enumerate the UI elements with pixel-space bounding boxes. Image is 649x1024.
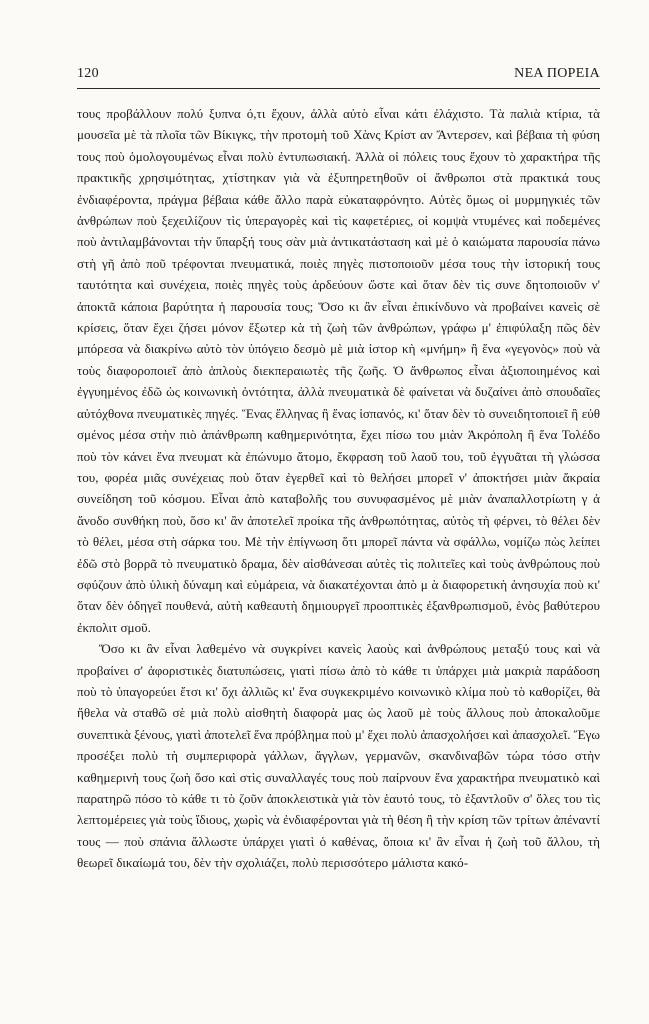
- paragraph: Ὅσο κι ἂν εἶναι λαθεμένο νὰ συγκρίνει κανεὶς λαοὺς καὶ ἀνθρώπους μεταξύ τους καὶ νὰ προβαίνει σ' ἀφοριστικὲς διατυπώσεις, γιατὶ πίσω ἀπὸ τὸ κάθε τι ὑπάρχει μιὰ μακριὰ παράδοση ποὺ τὸ ὑπαγορεύει ἔτσι κι' ὄχι ἀλλιῶς κι' ἕνα συγκεκριμένο κοινωνικὸ κλίμα ποὺ τὸ καθορίζει, θὰ ἤθελα νὰ σταθῶ σὲ μιὰ πολὺ αἰσθητὴ διαφορὰ μας ὡς λαοῦ μὲ τοὺς ἄλλους ποὺ ἀποκαλοῦμε συνεπτικὰ ξένους, γιατὶ ἀποτελεῖ ἕνα πρόβλημα ποὺ μ' ἔχει πολὺ ἀπασχολήσει καὶ ἀπασχολεῖ. Ἔγω προσέξει πολὺ τὴ συμπεριφορὰ γάλλων, ἄγγλων, γερμανῶν, σκανδιναβῶν τώρα τόσο στὴν καθημερινὴ τους ζωὴ ὅσο καὶ στὶς συναλλαγές τους ποὺ παίρνουν ἕνα χαρακτήρα πνευματικὸ καὶ παρατηρῶ πόσο τὸ κάθε τι τὸ ζοῦν ἀποκλειστικὰ γιὰ τὸν ἑαυτό τους, τὸ ἐξαντλοῦν σ' ὅλες του τὶς λεπτομέρειες γιὰ τοὺς ἴδιους, χωρὶς νὰ ἐνδιαφέρονται γιὰ τὴ θέση ἢ τὴν κρίση τῶν τρίτων ἀπέναντί τους — ποὺ σπάνια ἄλλωστε ὑπάρχει γιατὶ ὁ καθένας, ὅποια κι' ἂν εἶναι ἡ ζωὴ τοῦ ἄλλου, τὴ θεωρεῖ δικαίωμά του, δὲν τὴν σχολιάζει, πολὺ περισσότερο μάλιστα κακό-: [77, 641, 600, 871]
- body-text: [77, 103, 600, 874]
- running-head: [77, 66, 600, 82]
- header-rule: [77, 88, 600, 89]
- page-number: 120: [77, 66, 99, 81]
- paragraph: τους προβάλλουν πολύ ξυπνα ό,τι ἔχουν, ἀλλὰ αὐτὸ εἶναι κάτι ἐλάχιστο. Τὰ παλιὰ κτίρια, τὰ μουσεῖα μὲ τὰ πλοῖα τῶν Βίκιγκς, τὴν προτομὴ τοῦ Χὰνς Κρίστ αν Ἄντερσεν, καὶ βέβαια τὴ φύση τους ποὺ ὁμολογουμένως εἶναι πολὺ ἐντυπωσιακή. Ἀλλὰ οἱ πόλεις τους ἔχουν τὸ χαρακτήρα τῆς πρακτικῆς χρησιμότητας, χτίστηκαν γιὰ νὰ ἐξυπηρετηθοῦν οἱ ἄνθρωποι στὰ πρακτικά τους ἐνδιαφέροντα, πράγμα βέβαια κάθε ἄλλο παρὰ εὐκαταφρόνητο. Αὐτὲς ὅμως οἱ μυρμηγκιές τῶν ἀνθρώπων ποὺ ξεχειλίζουν τὶς ὑπεραγορὲς καὶ τὶς καφετέριες, οἱ κομψὰ ντυμένες καὶ ποδεμένες ποὺ ἀντιλαμβάνονται τὴν ὕπαρξή τους σὰν μιὰ ἀντικατάσταση καὶ μὲ ὁ καιώματα παρουσία πάνω στὴ γῆ ἀπὸ ποῦ τρέφονται πνευματικά, ποιὲς πηγὲς πιστοποιοῦν μέσα τους τὴν ἱστορική τους ταυτότητα καὶ συνέχεια, ποιὲς πηγὲς τοὺς ἀρδεύουν ὥστε καὶ ὅταν δὲν τὶς συνε δητοποιοῦν ν' ἀποκτᾶ κάποια βαρύτητα ἡ παρουσία τους; Ὅσο κι ἂν εἶναι ἐπικίνδυνο νὰ προβαίνει κανεὶς σὲ κρίσεις, ὅταν ἔχει ζήσει μόνον ἔξωτερ κὰ τὴ ζωὴ τῶν ἀνθρώπων, γράφω μ' ἐπιφύλαξη πῶς δὲν μπόρεσα νὰ διακρίνω αὐτὸ τὸν ὑπόγειο δεσμὸ μὲ μιὰ ἱστορ κὴ «μνήμη» ἢ ἕνα «γεγονὸς» ποὺ νὰ τοὺς διαφοροποιεῖ ἀπὸ ἁπλοὺς διεκπεραιωτὲς τῆς ζωῆς. Ὁ ἄνθρωπος εἶναι ἀξιοποιημένος καὶ ἐγγυημένος ἐδῶ ὡς κοινωνικὴ ὀντότητα, ἀλλὰ πνευματικὰ δὲ φαίνεται νὰ δυζαίνει ἀπὸ σπουδαῖες αὐτόχθονα πνευματικὲς πηγές. Ἕνας ἕλληνας ἢ ἕνας ἱσπανός, κι' ὅταν δὲν τὸ συνειδητοποιεῖ ἢ εὐθ σμένος μέσα στὴν πιὸ ἀπάνθρωπη καθημερινότητα, ἔχει πίσω του μιὰν Ἀκρόπολη ἢ ἕνα Τολέδο ποὺ τὸν κάνει ἕνα πνευματ κὰ ἐπώνυμο ἄτομο, ἔκφραση τοῦ λαοῦ του, τοῦ ἐγγυᾶται τὴ γλώσσα του, φορέα μιᾶς συνέχειας ποὺ ὅταν ἐγερθεῖ καὶ τὸ θελήσει μπορεῖ ν' ἀποκτήσει μιὰν ἄκραία συνείδηση τοῦ κόσμου. Εἶναι ἀπὸ καταβολῆς του συνυφασμένος μὲ μιὰν ἀναπαλλοτρίωτη γ ἀ ἄνοδο συνθήκη ποὺ, ὅσο κι' ἂν ἀποτελεῖ προίκα τῆς ἀνθρωπότητας, αὐτὸς τὴ φέρνει, τὸ θέλει δὲν τὸ θέλει, μέσα στὴ σάρκα του. Μὲ τὴν ἐπίγνωση ὅτι μπορεῖ πάντα νὰ σφάλλω, νομίζω πὼς λείπει ἐδῶ στὸ βορρᾶ τὸ πνευματικὸ δραμα, δὲν αἰσθάνεσαι αὐτὲς τὶς πολιτεῖες καὶ τοὺς ἀνθρώπους ποὺ σφύζουν ἀπὸ ὑλικὴ δύναμη καὶ εὐμάρεια, νὰ διακατέχονται ἀπὸ μ ὰ διαφορετικὴ ἀνησυχία ποὺ κι' ὅταν δὲν ὁδηγεῖ πουθενά, αὐτὴ καθεαυτὴ δημιουργεῖ προοπτικὲς ἐξανθρωπισμοῦ, ἑνὸς βαθύτερου ἐκπολιτ σμοῦ.: [77, 106, 600, 635]
- journal-title: ΝΕΑ ΠΟΡΕΙΑ: [514, 66, 600, 81]
